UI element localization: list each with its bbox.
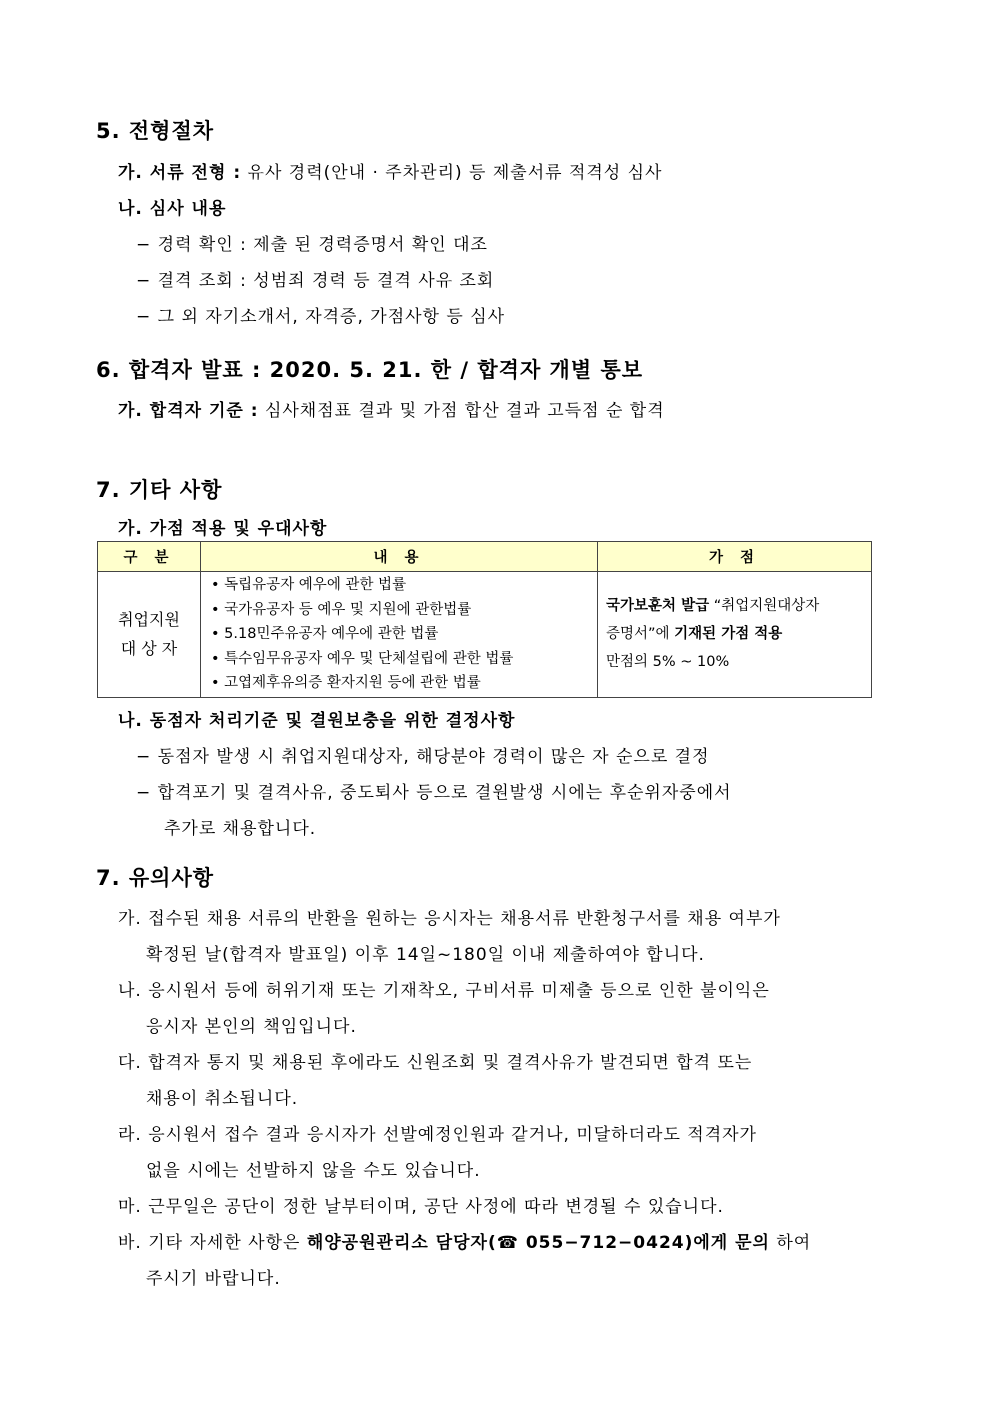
- points-cell: [598, 572, 872, 698]
- s5-item: − 결격 조회 : 성범죄 경력 등 결격 사유 조회: [136, 271, 495, 291]
- section-6-heading: 6. 합격자 발표 : 2020. 5. 21. 한 / 합격자 개별 통보: [96, 358, 644, 382]
- points-text: 증명서”에: [606, 626, 675, 643]
- header-content: 내 용: [201, 542, 598, 572]
- note-item: 라. 응시원서 접수 결과 응시자가 선발예정인원과 같거나, 미달하더라도 적격자가: [118, 1125, 757, 1145]
- category-cell: [98, 572, 201, 698]
- law-item: • 5.18민주유공자 예우에 관한 법률: [211, 626, 439, 642]
- points-bold: 국가보훈처 발급: [606, 598, 710, 615]
- points-line-3: 만점의 5% ~ 10%: [606, 654, 730, 671]
- contact-bold: 해양공원관리소 담당자(☎ 055−712−0424)에게 문의: [306, 1233, 770, 1253]
- points-line-2: [606, 620, 863, 648]
- note-item-cont: 주시기 바랍니다.: [146, 1269, 281, 1289]
- points-bold: 기재된 가점 적용: [674, 626, 783, 643]
- s7-na-item: 추가로 채용합니다.: [164, 819, 317, 839]
- s5-ga-text: 유사 경력(안내 · 주차관리) 등 제출서류 적격성 심사: [247, 163, 663, 183]
- s7-na-label: 나. 동점자 처리기준 및 결원보충을 위한 결정사항: [118, 711, 516, 731]
- s6-ga-line: [118, 396, 665, 421]
- section-5-heading: 5. 전형절차: [96, 119, 215, 143]
- section-7-heading: 7. 기타 사항: [96, 478, 223, 502]
- note-item-cont: 확정된 날(합격자 발표일) 이후 14일~180일 이내 제출하여야 합니다.: [146, 945, 705, 965]
- note-item-cont: 없을 시에는 선발하지 않을 수도 있습니다.: [146, 1161, 481, 1181]
- table-row: [98, 572, 872, 698]
- contact-suffix: 하여: [769, 1233, 812, 1253]
- s5-ga-label: 가. 서류 전형 :: [118, 163, 242, 183]
- points-text: “취업지원대상자: [709, 598, 820, 615]
- s7-na-item: − 동점자 발생 시 취업지원대상자, 해당분야 경력이 많은 자 순으로 결정: [136, 747, 710, 767]
- note-item: 나. 응시원서 등에 허위기재 또는 기재착오, 구비서류 미제출 등으로 인한 불이익은: [118, 981, 770, 1001]
- s5-ga-line: [118, 158, 662, 183]
- table-header-row: [98, 542, 872, 572]
- section-notes-heading: 7. 유의사항: [96, 866, 215, 890]
- s5-item: − 그 외 자기소개서, 자격증, 가점사항 등 심사: [136, 307, 506, 327]
- benefit-table: [97, 541, 872, 698]
- s5-na-label: 나. 심사 내용: [118, 199, 227, 219]
- law-item: • 독립유공자 예우에 관한 법률: [211, 577, 407, 593]
- points-line-1: [606, 592, 863, 620]
- content-cell: [201, 572, 598, 698]
- note-item-contact: [118, 1228, 811, 1253]
- law-item: • 국가유공자 등 예우 및 지원에 관한법률: [211, 601, 472, 618]
- s5-item: − 경력 확인 : 제출 된 경력증명서 확인 대조: [136, 235, 488, 255]
- s7-ga-label: 가. 가점 적용 및 우대사항: [118, 519, 328, 539]
- contact-prefix: 바. 기타 자세한 사항은: [118, 1233, 307, 1253]
- category-line: 취업지원: [118, 610, 180, 630]
- category-line: 대 상 자: [120, 639, 178, 659]
- law-item: • 고엽제후유의증 환자지원 등에 관한 법률: [211, 675, 481, 691]
- s6-ga-label: 가. 합격자 기준 :: [118, 401, 259, 421]
- note-item-cont: 응시자 본인의 책임입니다.: [146, 1017, 357, 1037]
- note-item: 다. 합격자 통지 및 채용된 후에라도 신원조회 및 결격사유가 발견되면 합격 또는: [118, 1053, 753, 1073]
- note-item: 마. 근무일은 공단이 정한 날부터이며, 공단 사정에 따라 변경될 수 있습니다.: [118, 1197, 724, 1217]
- note-item-cont: 채용이 취소됩니다.: [146, 1089, 299, 1109]
- header-category: 구 분: [98, 542, 201, 572]
- law-item: • 특수임무유공자 예우 및 단체설립에 관한 법률: [211, 650, 514, 667]
- s6-ga-text: 심사채점표 결과 및 가점 합산 결과 고득점 순 합격: [264, 401, 665, 421]
- s7-na-item: − 합격포기 및 결격사유, 중도퇴사 등으로 결원발생 시에는 후순위자중에서: [136, 783, 732, 803]
- note-item: 가. 접수된 채용 서류의 반환을 원하는 응시자는 채용서류 반환청구서를 채용 여부가: [118, 909, 781, 929]
- header-points: 가 점: [598, 542, 872, 572]
